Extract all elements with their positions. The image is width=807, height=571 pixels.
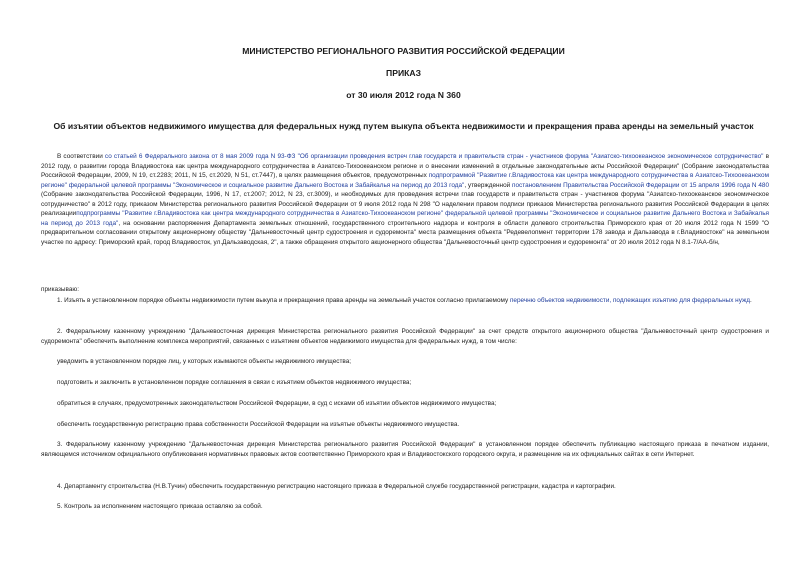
preamble-text-2: в 2012 году, о развитии города Владивостока как центра международного сотрудничества в Азиатско-Тихоокеанском регионе и о внесении изменений в отдельные законодательные акты Российской Федерации" (Собрание законодательства Российской Федерации, 2009, N 19, ст.2283; 2011, N 15, ст.2029, N 51, ст.7447), в целях размещения объектов, предусмотренных — [41, 153, 769, 179]
resolution-480-link[interactable]: постановлением Правительства Российской Федерации от 15 апреля 1996 года N 480 — [512, 181, 770, 189]
preamble-text-4: (Собрание законодательства Российской Федерации, 1996, N 17, ст.2007; 2012, N 23, ст.3009), и необходимых для проведения встречи глав государств и правительств стран - участников форума "Азиатско-тихоокеанское экономическое сотрудничество" в 2012 году, приказом Министерства регионального развития Российской Федерации от 9 июля 2012 года N 298 "О наделении правом подписи приказов Министерства регионального развития Российской Федерации в целях реализации — [41, 191, 769, 217]
preamble-text-3: , утвержденной — [464, 181, 513, 189]
preamble-paragraph — [41, 152, 769, 247]
paragraph-3: 3. Федеральному казенному учреждению "Дальневосточная дирекция Министерства регионального развития Российской Федерации" в установленном порядке обеспечить публикацию настоящего приказа в печатном издании, являющемся источником официального опубликования нормативных правовых актов соответственно Приморского края и Владивостокского городского округа, и размещение на их официальных сайтах в сети Интернет. — [41, 441, 769, 458]
paragraph-1 — [41, 296, 769, 306]
paragraph-1-end: . — [749, 297, 752, 304]
property-list-link[interactable]: перечню объектов недвижимости, подлежащих изъятию для федеральных нужд — [509, 297, 750, 304]
paragraph-4: 4. Департаменту строительства (Н.В.Тучин) обеспечить государственную регистрацию настоящего приказа в Федеральной службе государственной регистрации, кадастра и картографии. — [57, 483, 616, 490]
preamble-text-1: В соответствии — [57, 153, 105, 160]
sub-item-2: подготовить и заключить в установленном порядке соглашения в связи с изъятием объектов недвижимого имущества; — [57, 379, 412, 386]
doc-type-heading: ПРИКАЗ — [386, 68, 421, 78]
document-title: Об изъятии объектов недвижимого имущества для федеральных нужд путем выкупа объекта недвижимости и прекращения права аренды на земельный участок — [53, 121, 754, 131]
subprogram-link[interactable]: подпрограммой "Развитие г.Владивостока как центра международного сотрудничества в Азиатско-Тихоокеанском регионе" федеральной целевой программы "Экономическое и социальное развитие Дальнего Востока и Забайкалья на период до 2013 года" — [41, 172, 769, 189]
sub-item-4: обеспечить государственную регистрацию права собственности Российской Федерации на изъятые объекты недвижимого имущества. — [57, 421, 460, 428]
subprogram-link-2[interactable]: подпрограммы "Развитие г.Владивостока как центра международного сотрудничества в Азиатско-Тихоокеанском регионе" федеральной целевой программы "Экономическое и социальное развитие Дальнего Востока и Забайкалья на период до 2013 года" — [41, 210, 769, 227]
sub-item-3: обратиться в случаях, предусмотренных законодательством Российской Федерации, в суд с исками об изъятии объектов недвижимого имущества; — [57, 400, 497, 407]
law-93fz-link[interactable]: со статьей 6 Федерального закона от 8 мая 2009 года N 93-ФЗ "Об организации проведения встреч глав государств и правительств стран - участников форума "Азиатско-тихоокеанское экономическое сотрудничество" — [104, 153, 764, 160]
ministry-heading: МИНИСТЕРСТВО РЕГИОНАЛЬНОГО РАЗВИТИЯ РОССИЙСКОЙ ФЕДЕРАЦИИ — [242, 46, 565, 56]
paragraph-5: 5. Контроль за исполнением настоящего приказа оставляю за собой. — [57, 503, 263, 510]
paragraph-2: 2. Федеральному казенному учреждению "Дальневосточная дирекция Министерства регионального развития Российской Федерации" за счет средств открытого акционерного общества "Дальневосточный центр судостроения и судоремонта" обеспечить выполнение комплекса мероприятий, связанных с изъятием объектов недвижимого имущества для федеральных нужд, в том числе: — [41, 328, 769, 345]
sub-item-1: уведомить в установленном порядке лиц, у которых изымаются объекты недвижимого имущества; — [57, 358, 352, 365]
paragraph-1-text: 1. Изъять в установленном порядке объекты недвижимости путем выкупа и прекращения права аренды на земельный участок согласно прилагаемому — [57, 297, 510, 304]
preamble-text-5: , на основании распоряжения Департамента земельных отношений, государственного строительного надзора и контроля в области долевого строительства Приморского края от 20 июля 2012 года N 1599 "О предварительном согласовании открытому акционерному обществу "Дальневосточный центр судостроения и судоремонта" места размещения объекта "Редевелопмент территории 178 завода и Дальзавода в г.Владивостоке" на земельном участке по адресу: Приморский край, город Владивосток, ул.Дальзаводская, 2", а также обращения открытого акционерного общества "Дальневосточный центр судостроения и судоремонта" от 20 июля 2012 года N 8.1-7/АА-б/н, — [41, 219, 769, 246]
date-number-heading: от 30 июля 2012 года N 360 — [346, 90, 461, 100]
order-word: приказываю: — [41, 286, 79, 293]
